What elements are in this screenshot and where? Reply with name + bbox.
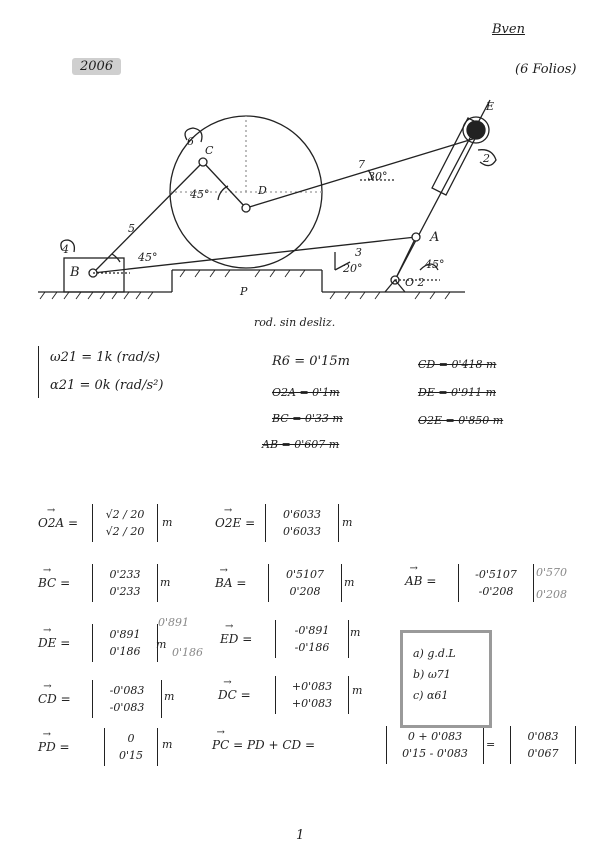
vector-de-unit: m — [156, 638, 167, 651]
vector-de-y: 0'186 — [109, 645, 141, 658]
vector-cd-unit: m — [164, 690, 175, 703]
vector-dc-name: → DC = — [218, 688, 251, 702]
vector-de-name: → DE = — [38, 636, 70, 650]
vector-ab-matrix — [458, 564, 534, 602]
link-number-2: 2 — [483, 152, 490, 165]
dim-cd: CD = 0'418 m — [418, 358, 497, 371]
vector-ba-matrix — [268, 564, 342, 602]
vector-ab-side-y: 0'208 — [536, 588, 568, 601]
dim-de: DE = 0'911 m — [418, 386, 497, 399]
angle-45-b: 45° — [138, 251, 158, 264]
link-number-6: 6 — [187, 135, 194, 148]
vector-pc-x: 0'083 — [527, 730, 559, 743]
vector-dc-x: +0'083 — [291, 680, 333, 693]
vector-pc-result-matrix — [510, 726, 576, 764]
vector-bc-matrix — [92, 564, 158, 602]
vector-o2e-y: 0'6033 — [282, 525, 322, 538]
question-c: c) α61 — [413, 689, 449, 702]
vector-dc-y: +0'083 — [291, 697, 333, 710]
dim-ab: AB = 0'607 m — [262, 438, 340, 451]
vector-de-side-y: 0'186 — [172, 646, 204, 659]
vector-ab-side-x: 0'570 — [536, 566, 568, 579]
vector-ed-name: → ED = — [220, 632, 252, 646]
dim-bc: BC = 0'33 m — [272, 412, 343, 425]
vector-o2a-y: √2 / 20 — [105, 525, 145, 538]
vector-ba-x: 0'5107 — [285, 568, 325, 581]
label-o2: O 2 — [405, 276, 425, 289]
vector-pc-sum-matrix — [386, 726, 484, 764]
link-number-4: 4 — [62, 243, 69, 256]
vector-pc-name: → PC = PD + CD = — [212, 738, 315, 752]
vector-o2e-unit: m — [342, 516, 353, 529]
sheet-count: (6 Folios) — [515, 62, 577, 77]
vector-o2a-unit: m — [162, 516, 173, 529]
vector-de-matrix — [92, 624, 158, 662]
vector-ed-y: -0'186 — [294, 641, 330, 654]
dim-o2e: O2E = 0'850 m — [418, 414, 504, 427]
vector-pd-unit: m — [162, 738, 173, 751]
vector-dc-matrix — [275, 676, 349, 714]
vector-bc-x: 0'233 — [109, 568, 141, 581]
vector-ab-name: → AB = — [405, 574, 436, 588]
vector-ed-x: -0'891 — [294, 624, 330, 637]
link-number-5: 5 — [128, 222, 135, 235]
label-d: D — [258, 184, 267, 197]
vector-cd-matrix — [92, 680, 162, 718]
vector-ed-unit: m — [350, 626, 361, 639]
link-number-3: 3 — [355, 246, 362, 259]
page-number: 1 — [296, 828, 305, 843]
vector-pc-sum-y: 0'15 - 0'083 — [402, 747, 468, 760]
rolling-note: rod. sin desliz. — [254, 316, 336, 329]
vector-pd-name: → PD = — [38, 740, 70, 754]
vector-de-x: 0'891 — [109, 628, 141, 641]
vector-o2e-x: 0'6033 — [282, 508, 322, 521]
vector-pc-y: 0'067 — [527, 747, 559, 760]
vector-pd-x: 0 — [127, 732, 135, 745]
angle-45-c: 45° — [190, 188, 210, 201]
angular-acceleration-given: α21 = 0k (rad/s²) — [50, 378, 164, 393]
link-number-7: 7 — [358, 158, 365, 171]
question-b: b) ω71 — [413, 668, 451, 681]
angle-20: 20° — [343, 262, 363, 275]
vector-o2a-matrix — [92, 504, 158, 542]
vector-cd-name: → CD = — [38, 692, 71, 706]
label-e: E — [486, 100, 495, 113]
angle-30: 30° — [368, 170, 388, 183]
vector-pd-matrix — [104, 728, 158, 766]
label-p: P — [240, 285, 248, 298]
dim-r6: R6 = 0'15m — [272, 354, 350, 369]
vector-pc-sum-x: 0 + 0'083 — [407, 730, 463, 743]
vector-ed-matrix — [275, 620, 349, 658]
vector-cd-y: -0'083 — [109, 701, 145, 714]
dim-o2a: O2A = 0'1m — [272, 386, 340, 399]
student-name: Bven — [492, 22, 525, 37]
question-a: a) g.d.L — [413, 647, 456, 660]
vector-pc-eq2: = — [486, 738, 496, 751]
vector-o2a-x: √2 / 20 — [105, 508, 145, 521]
label-a: A — [430, 230, 440, 245]
label-b: B — [70, 265, 80, 280]
givens-bracket — [38, 346, 39, 398]
label-c: C — [205, 144, 214, 157]
vector-o2a-name: → O2A = — [38, 516, 78, 530]
vector-pd-y: 0'15 — [118, 749, 144, 762]
vector-ab-x: -0'5107 — [475, 568, 517, 581]
year-label: 2006 — [72, 58, 121, 75]
vector-o2e-matrix — [265, 504, 339, 542]
vector-ba-unit: m — [344, 576, 355, 589]
vector-ba-name: → BA = — [215, 576, 246, 590]
vector-bc-y: 0'233 — [109, 585, 141, 598]
vector-bc-unit: m — [160, 576, 171, 589]
vector-dc-unit: m — [352, 684, 363, 697]
vector-bc-name: → BC = — [38, 576, 70, 590]
vector-ba-y: 0'208 — [289, 585, 321, 598]
vector-de-side-x: 0'891 — [158, 616, 190, 629]
vector-o2e-name: → O2E = — [215, 516, 255, 530]
vector-cd-x: -0'083 — [109, 684, 145, 697]
angular-velocity-given: ω21 = 1k (rad/s) — [50, 350, 161, 365]
vector-ab-y: -0'208 — [478, 585, 514, 598]
angle-45-o2: 45° — [425, 258, 445, 271]
questions-box — [400, 630, 492, 728]
